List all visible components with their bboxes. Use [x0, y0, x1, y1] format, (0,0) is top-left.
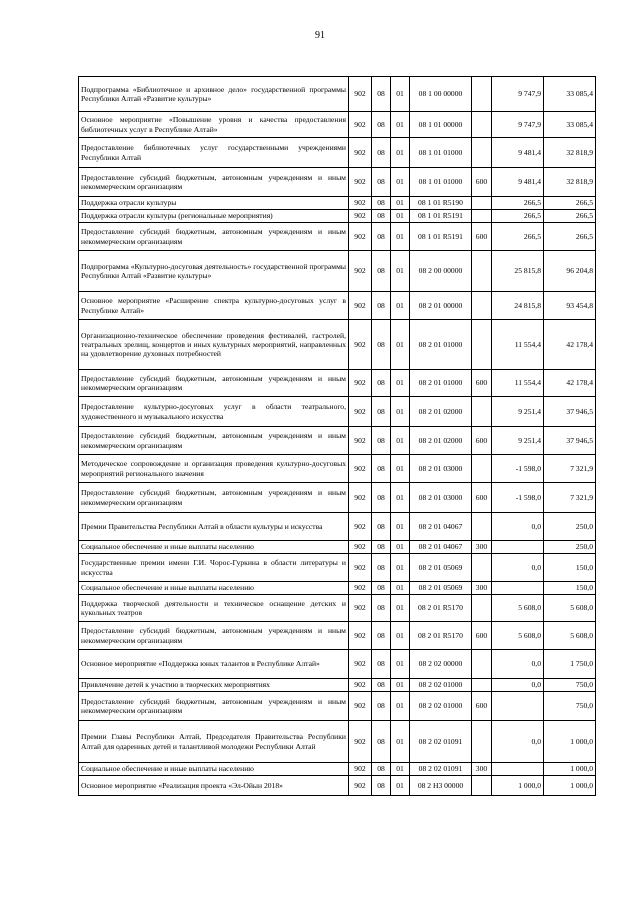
- row-amount-change: 266,5: [492, 197, 544, 210]
- table-row: [79, 292, 596, 320]
- row-amount-change: 11 554,4: [492, 320, 544, 370]
- row-amount-total: 42 178,4: [544, 370, 596, 397]
- row-amount-change: 25 815,8: [492, 251, 544, 292]
- row-amount-change: 9 481,4: [492, 138, 544, 168]
- row-section-code: 08: [372, 223, 391, 251]
- row-name: Поддержка творческой деятельности и техническое оснащение детских и кукольных театров: [79, 595, 349, 622]
- row-admin-code: 902: [349, 622, 372, 650]
- row-amount-total: 150,0: [544, 582, 596, 595]
- row-admin-code: 902: [349, 554, 372, 582]
- row-amount-change: -1 598,0: [492, 455, 544, 483]
- row-section-code: 08: [372, 251, 391, 292]
- row-section-code: 08: [372, 513, 391, 541]
- row-admin-code: 902: [349, 427, 372, 455]
- row-expense-type: [472, 721, 492, 763]
- row-amount-total: 1 750,0: [544, 650, 596, 679]
- row-amount-total: 266,5: [544, 210, 596, 223]
- row-section-code: 08: [372, 554, 391, 582]
- row-subsection-code: 01: [391, 622, 410, 650]
- row-amount-change: [492, 692, 544, 721]
- row-section-code: 08: [372, 210, 391, 223]
- row-admin-code: 902: [349, 397, 372, 427]
- row-name: Предоставление субсидий бюджетным, автономным учреждениям и иным некоммерческим организациям: [79, 370, 349, 397]
- row-subsection-code: 01: [391, 679, 410, 692]
- row-name: Предоставление библиотечных услуг государственными учреждениями Республики Алтай: [79, 138, 349, 168]
- row-section-code: 08: [372, 483, 391, 513]
- row-amount-total: 33 085,4: [544, 77, 596, 112]
- row-admin-code: 902: [349, 455, 372, 483]
- row-expense-type: [472, 650, 492, 679]
- row-expense-type: [472, 138, 492, 168]
- row-subsection-code: 01: [391, 397, 410, 427]
- row-expense-type: [472, 112, 492, 138]
- row-target-article: 08 2 01 03000: [410, 455, 472, 483]
- row-expense-type: [472, 513, 492, 541]
- row-amount-change: 9 481,4: [492, 168, 544, 197]
- row-expense-type: 600: [472, 427, 492, 455]
- row-amount-total: 7 321,9: [544, 455, 596, 483]
- row-amount-change: 0,0: [492, 679, 544, 692]
- table-row: [79, 197, 596, 210]
- row-name: Подпрограмма «Библиотечное и архивное дело» государственной программы Республики Алтай «Развитие культуры»: [79, 77, 349, 112]
- row-subsection-code: 01: [391, 251, 410, 292]
- table-row: [79, 251, 596, 292]
- row-section-code: 08: [372, 721, 391, 763]
- row-admin-code: 902: [349, 650, 372, 679]
- row-section-code: 08: [372, 197, 391, 210]
- row-amount-total: 37 946,5: [544, 397, 596, 427]
- row-target-article: 08 2 02 01091: [410, 763, 472, 776]
- table-row: [79, 370, 596, 397]
- row-expense-type: [472, 77, 492, 112]
- row-amount-total: 250,0: [544, 513, 596, 541]
- row-subsection-code: 01: [391, 541, 410, 554]
- row-name: Организационно-техническое обеспечение проведения фестивалей, гастролей, театральных зрелищ, концертов и иных культурных мероприятий, направленных на удовлетворение духовных потребностей: [79, 320, 349, 370]
- row-admin-code: 902: [349, 320, 372, 370]
- row-admin-code: 902: [349, 370, 372, 397]
- budget-table-body: [79, 77, 596, 796]
- row-section-code: 08: [372, 292, 391, 320]
- row-subsection-code: 01: [391, 320, 410, 370]
- row-amount-change: 0,0: [492, 721, 544, 763]
- row-target-article: 08 2 Н3 00000: [410, 776, 472, 796]
- row-amount-total: 42 178,4: [544, 320, 596, 370]
- row-target-article: 08 1 01 00000: [410, 112, 472, 138]
- row-subsection-code: 01: [391, 223, 410, 251]
- row-name: Основное мероприятие «Поддержка юных талантов в Республике Алтай»: [79, 650, 349, 679]
- row-section-code: 08: [372, 397, 391, 427]
- row-target-article: 08 2 01 04067: [410, 541, 472, 554]
- row-name: Предоставление субсидий бюджетным, автономным учреждениям и иным некоммерческим организациям: [79, 622, 349, 650]
- table-row: [79, 513, 596, 541]
- row-name: Социальное обеспечение и иные выплаты населению: [79, 582, 349, 595]
- row-section-code: 08: [372, 320, 391, 370]
- row-section-code: 08: [372, 77, 391, 112]
- row-amount-total: 93 454,8: [544, 292, 596, 320]
- row-expense-type: 300: [472, 582, 492, 595]
- row-subsection-code: 01: [391, 427, 410, 455]
- row-expense-type: 300: [472, 763, 492, 776]
- row-amount-change: [492, 541, 544, 554]
- row-target-article: 08 2 01 04067: [410, 513, 472, 541]
- row-name: Методическое сопровождение и организация проведения культурно-досуговых мероприятий регионального значения: [79, 455, 349, 483]
- row-amount-total: 5 608,0: [544, 622, 596, 650]
- row-expense-type: [472, 455, 492, 483]
- row-admin-code: 902: [349, 168, 372, 197]
- row-section-code: 08: [372, 582, 391, 595]
- row-expense-type: [472, 776, 492, 796]
- row-subsection-code: 01: [391, 168, 410, 197]
- row-target-article: 08 2 02 01000: [410, 679, 472, 692]
- row-amount-total: 1 000,0: [544, 776, 596, 796]
- row-subsection-code: 01: [391, 370, 410, 397]
- row-amount-total: 37 946,5: [544, 427, 596, 455]
- row-amount-total: 750,0: [544, 692, 596, 721]
- row-section-code: 08: [372, 168, 391, 197]
- row-amount-total: 32 818,9: [544, 138, 596, 168]
- row-expense-type: [472, 292, 492, 320]
- row-amount-total: 750,0: [544, 679, 596, 692]
- row-amount-change: 5 608,0: [492, 622, 544, 650]
- table-row: [79, 650, 596, 679]
- row-section-code: 08: [372, 692, 391, 721]
- row-amount-change: [492, 582, 544, 595]
- row-target-article: 08 1 01 R5191: [410, 210, 472, 223]
- row-amount-total: 1 000,0: [544, 763, 596, 776]
- row-admin-code: 902: [349, 197, 372, 210]
- row-amount-change: 24 815,8: [492, 292, 544, 320]
- row-subsection-code: 01: [391, 692, 410, 721]
- row-admin-code: 902: [349, 112, 372, 138]
- row-target-article: 08 2 01 00000: [410, 292, 472, 320]
- table-row: [79, 692, 596, 721]
- table-row: [79, 582, 596, 595]
- row-target-article: 08 2 02 00000: [410, 650, 472, 679]
- row-expense-type: 600: [472, 168, 492, 197]
- row-expense-type: [472, 554, 492, 582]
- row-admin-code: 902: [349, 679, 372, 692]
- row-expense-type: 600: [472, 483, 492, 513]
- row-name: Предоставление культурно-досуговых услуг в области театрального, художественного и музыкального искусства: [79, 397, 349, 427]
- row-admin-code: 902: [349, 513, 372, 541]
- row-name: Предоставление субсидий бюджетным, автономным учреждениям и иным некоммерческим организациям: [79, 223, 349, 251]
- table-row: [79, 776, 596, 796]
- table-row: [79, 455, 596, 483]
- row-subsection-code: 01: [391, 197, 410, 210]
- row-admin-code: 902: [349, 721, 372, 763]
- row-name: Основное мероприятие «Повышение уровня и качества предоставления библиотечных услуг в Республике Алтай»: [79, 112, 349, 138]
- row-amount-change: 1 000,0: [492, 776, 544, 796]
- table-row: [79, 427, 596, 455]
- page-number: 91: [315, 30, 325, 41]
- row-target-article: 08 2 01 01000: [410, 320, 472, 370]
- row-subsection-code: 01: [391, 650, 410, 679]
- row-name: Основное мероприятие «Расширение спектра культурно-досуговых услуг в Республике Алтай»: [79, 292, 349, 320]
- row-amount-total: 96 204,8: [544, 251, 596, 292]
- row-subsection-code: 01: [391, 554, 410, 582]
- row-subsection-code: 01: [391, 483, 410, 513]
- row-expense-type: [472, 197, 492, 210]
- row-target-article: 08 2 01 R5170: [410, 622, 472, 650]
- row-admin-code: 902: [349, 692, 372, 721]
- row-amount-change: 266,5: [492, 223, 544, 251]
- row-admin-code: 902: [349, 138, 372, 168]
- table-row: [79, 483, 596, 513]
- row-expense-type: 300: [472, 541, 492, 554]
- row-target-article: 08 1 00 00000: [410, 77, 472, 112]
- budget-table: [78, 76, 596, 796]
- table-row: [79, 77, 596, 112]
- row-name: Предоставление субсидий бюджетным, автономным учреждениям и иным некоммерческим организациям: [79, 692, 349, 721]
- row-amount-change: [492, 763, 544, 776]
- row-amount-change: 9 251,4: [492, 397, 544, 427]
- row-amount-total: 250,0: [544, 541, 596, 554]
- table-row: [79, 679, 596, 692]
- row-name: Основное мероприятие «Реализация проекта «Эл-Ойын 2018»: [79, 776, 349, 796]
- table-row: [79, 721, 596, 763]
- row-name: Государственные премии имени Г.И. Чорос-Гуркина в области литературы и искусства: [79, 554, 349, 582]
- row-target-article: 08 2 01 03000: [410, 483, 472, 513]
- row-admin-code: 902: [349, 483, 372, 513]
- table-row: [79, 554, 596, 582]
- table-row: [79, 763, 596, 776]
- row-amount-change: 0,0: [492, 554, 544, 582]
- row-admin-code: 902: [349, 763, 372, 776]
- row-name: Поддержка отрасли культуры (региональные мероприятия): [79, 210, 349, 223]
- row-section-code: 08: [372, 595, 391, 622]
- row-amount-total: 150,0: [544, 554, 596, 582]
- row-amount-change: 9 251,4: [492, 427, 544, 455]
- table-row: [79, 223, 596, 251]
- row-target-article: 08 2 01 02000: [410, 427, 472, 455]
- row-target-article: 08 1 01 R5190: [410, 197, 472, 210]
- row-section-code: 08: [372, 370, 391, 397]
- table-row: [79, 138, 596, 168]
- row-expense-type: 600: [472, 223, 492, 251]
- row-target-article: 08 2 02 01091: [410, 721, 472, 763]
- row-admin-code: 902: [349, 595, 372, 622]
- row-subsection-code: 01: [391, 210, 410, 223]
- table-row: [79, 622, 596, 650]
- row-name: Привлечение детей к участию в творческих мероприятиях: [79, 679, 349, 692]
- row-amount-change: 266,5: [492, 210, 544, 223]
- row-subsection-code: 01: [391, 513, 410, 541]
- row-expense-type: [472, 210, 492, 223]
- row-section-code: 08: [372, 427, 391, 455]
- row-section-code: 08: [372, 650, 391, 679]
- row-name: Поддержка отрасли культуры: [79, 197, 349, 210]
- row-target-article: 08 1 01 01000: [410, 138, 472, 168]
- row-section-code: 08: [372, 622, 391, 650]
- row-subsection-code: 01: [391, 138, 410, 168]
- row-amount-total: 33 085,4: [544, 112, 596, 138]
- row-admin-code: 902: [349, 77, 372, 112]
- row-target-article: 08 1 01 R5191: [410, 223, 472, 251]
- table-row: [79, 397, 596, 427]
- row-amount-total: 5 608,0: [544, 595, 596, 622]
- row-name: Социальное обеспечение и иные выплаты населению: [79, 541, 349, 554]
- row-target-article: 08 2 02 01000: [410, 692, 472, 721]
- table-row: [79, 320, 596, 370]
- row-section-code: 08: [372, 679, 391, 692]
- row-name: Премии Главы Республики Алтай, Председателя Правительства Республики Алтай для одаренных детей и талантливой молодежи Республики Алтай: [79, 721, 349, 763]
- row-expense-type: 600: [472, 622, 492, 650]
- row-name: Премии Правительства Республики Алтай в области культуры и искусства: [79, 513, 349, 541]
- row-target-article: 08 2 01 05069: [410, 554, 472, 582]
- row-target-article: 08 2 01 05069: [410, 582, 472, 595]
- row-amount-change: 11 554,4: [492, 370, 544, 397]
- row-admin-code: 902: [349, 210, 372, 223]
- row-amount-total: 266,5: [544, 197, 596, 210]
- row-section-code: 08: [372, 541, 391, 554]
- row-expense-type: [472, 595, 492, 622]
- row-amount-change: 9 747,9: [492, 112, 544, 138]
- row-section-code: 08: [372, 763, 391, 776]
- row-subsection-code: 01: [391, 582, 410, 595]
- row-name: Предоставление субсидий бюджетным, автономным учреждениям и иным некоммерческим организациям: [79, 483, 349, 513]
- row-admin-code: 902: [349, 292, 372, 320]
- row-subsection-code: 01: [391, 292, 410, 320]
- row-target-article: 08 1 01 01000: [410, 168, 472, 197]
- table-row: [79, 168, 596, 197]
- row-target-article: 08 2 01 R5170: [410, 595, 472, 622]
- row-expense-type: 600: [472, 370, 492, 397]
- row-subsection-code: 01: [391, 112, 410, 138]
- row-amount-total: 7 321,9: [544, 483, 596, 513]
- row-amount-total: 1 000,0: [544, 721, 596, 763]
- row-name: Социальное обеспечение и иные выплаты населению: [79, 763, 349, 776]
- row-expense-type: [472, 397, 492, 427]
- row-amount-change: -1 598,0: [492, 483, 544, 513]
- row-amount-total: 266,5: [544, 223, 596, 251]
- table-row: [79, 541, 596, 554]
- row-section-code: 08: [372, 138, 391, 168]
- row-subsection-code: 01: [391, 77, 410, 112]
- table-row: [79, 595, 596, 622]
- table-row: [79, 112, 596, 138]
- row-subsection-code: 01: [391, 763, 410, 776]
- row-target-article: 08 2 01 02000: [410, 397, 472, 427]
- row-section-code: 08: [372, 112, 391, 138]
- row-admin-code: 902: [349, 541, 372, 554]
- row-admin-code: 902: [349, 251, 372, 292]
- row-expense-type: [472, 320, 492, 370]
- row-target-article: 08 2 00 00000: [410, 251, 472, 292]
- row-expense-type: [472, 679, 492, 692]
- table-row: [79, 210, 596, 223]
- row-amount-total: 32 818,9: [544, 168, 596, 197]
- row-amount-change: 5 608,0: [492, 595, 544, 622]
- row-amount-change: 0,0: [492, 513, 544, 541]
- row-admin-code: 902: [349, 776, 372, 796]
- row-subsection-code: 01: [391, 721, 410, 763]
- row-amount-change: 0,0: [492, 650, 544, 679]
- row-subsection-code: 01: [391, 776, 410, 796]
- row-name: Предоставление субсидий бюджетным, автономным учреждениям и иным некоммерческим организациям: [79, 427, 349, 455]
- row-target-article: 08 2 01 01000: [410, 370, 472, 397]
- row-name: Предоставление субсидий бюджетным, автономным учреждениям и иным некоммерческим организациям: [79, 168, 349, 197]
- row-expense-type: 600: [472, 692, 492, 721]
- row-amount-change: 9 747,9: [492, 77, 544, 112]
- row-section-code: 08: [372, 776, 391, 796]
- row-subsection-code: 01: [391, 595, 410, 622]
- row-admin-code: 902: [349, 582, 372, 595]
- row-subsection-code: 01: [391, 455, 410, 483]
- row-admin-code: 902: [349, 223, 372, 251]
- row-expense-type: [472, 251, 492, 292]
- row-section-code: 08: [372, 455, 391, 483]
- row-name: Подпрограмма «Культурно-досуговая деятельность» государственной программы Республики Алтай «Развитие культуры»: [79, 251, 349, 292]
